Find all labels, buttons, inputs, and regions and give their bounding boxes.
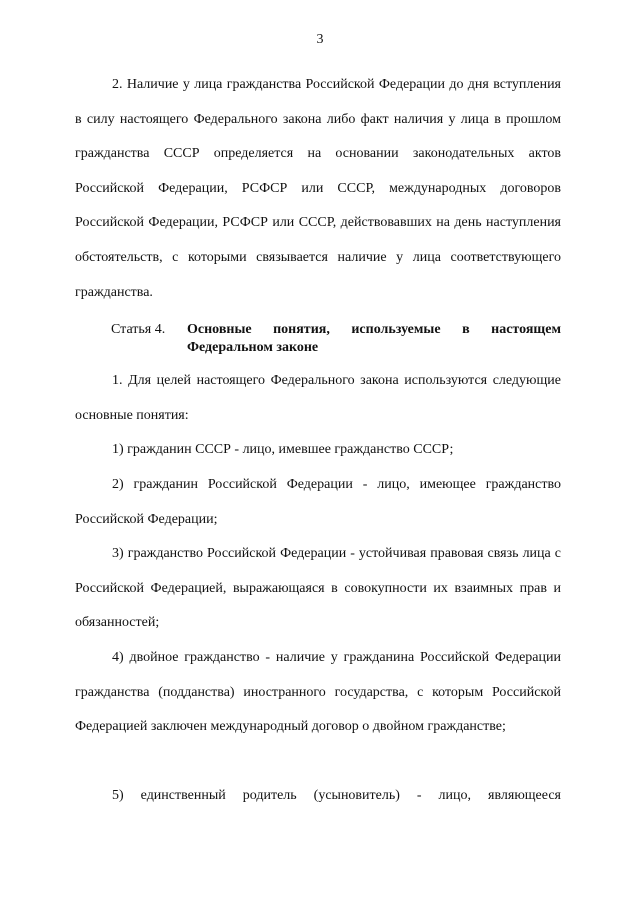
definition-item-3: 3) гражданство Российской Федерации - устойчивая правовая связь лица с Российской Федерацией, выражающаяся в совокупности их взаимных прав и обязанностей; xyxy=(75,546,561,631)
definition-item-2: 2) гражданин Российской Федерации - лицо, имеющее гражданство Российской Федерации; xyxy=(75,477,561,527)
paragraph-definitions-intro: 1. Для целей настоящего Федерального закона используются следующие основные понятия: xyxy=(75,373,561,423)
definition-item-4: 4) двойное гражданство - наличие у гражданина Российской Федерации гражданства (подданства) иностранного государства, с которым Российской Федерацией заключен международный договор о двойном гражданстве; xyxy=(75,650,561,735)
paragraph-citizenship-presence: 2. Наличие у лица гражданства Российской Федерации до дня вступления в силу настоящего Федерального закона либо факт наличия у лица в прошлом гражданства СССР определяется на основании законодательных актов Российской Федерации, РСФСР или СССР, международных договоров Российской Федерации, РСФСР или СССР, действовавших на день наступления обстоятельств, с которыми связывается наличие у лица соответствующего гражданства. xyxy=(75,77,561,300)
article-title: Основные понятия, используемые в настоящем Федеральном законе xyxy=(187,322,561,355)
definition-item-1: 1) гражданин СССР - лицо, имевшее гражданство СССР; xyxy=(112,442,454,457)
definition-item-5: 5) единственный родитель (усыновитель) - лицо, являющееся xyxy=(112,788,561,803)
article-label: Статья 4. xyxy=(111,322,166,337)
article-heading xyxy=(111,321,561,357)
page-number: 3 xyxy=(316,32,324,47)
